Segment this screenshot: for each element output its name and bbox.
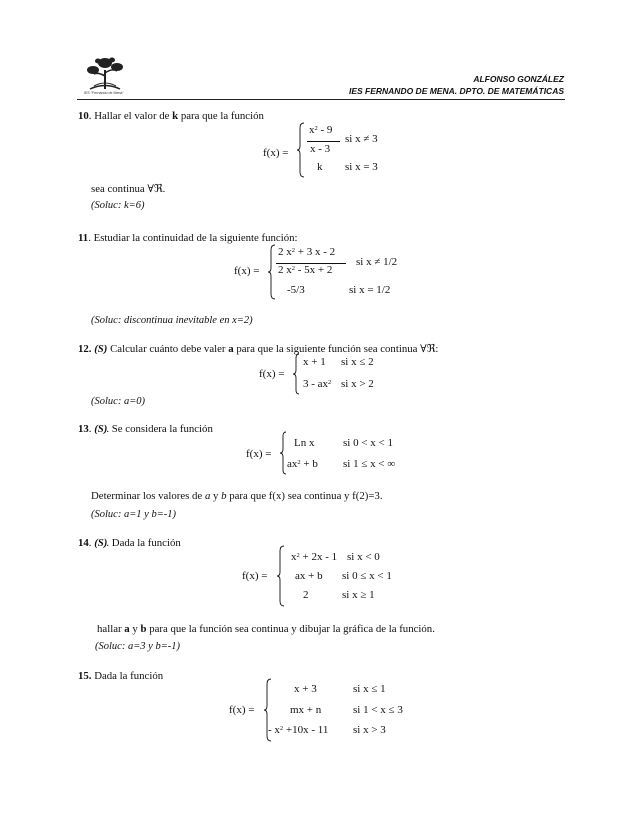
row-2: mx + n	[290, 704, 322, 716]
condition-1: si 0 < x < 1	[343, 437, 393, 449]
problem-number: 10	[78, 110, 89, 122]
condition-2: si x > 2	[341, 378, 374, 390]
function-label: f(x) =	[246, 448, 272, 460]
condition-3: si x > 3	[353, 724, 386, 736]
row-1: x + 1	[303, 356, 326, 368]
row-1: x + 3	[294, 683, 317, 695]
condition-2: si 1 ≤ x < ∞	[343, 458, 396, 470]
problem-13-solution: (Soluc: a=1 y b=-1)	[91, 509, 177, 520]
numerator: $x^2 - 9$	[309, 124, 333, 136]
condition-2: si 0 ≤ x < 1	[342, 570, 392, 582]
condition-1: si x ≤ 2	[341, 356, 374, 368]
problem-number: 11	[78, 232, 89, 244]
row-2: $ax^2 + b$	[287, 458, 318, 470]
problem-12-statement: 12. (S) Calcular cuánto debe valer a para que la siguiente función sea continua ∀ℜ:	[78, 343, 439, 355]
problem-15-statement: 15. Dada la función	[78, 670, 164, 682]
header-author: ALFONSO GONZÁLEZ	[473, 74, 564, 84]
value-2: -5/3	[287, 284, 305, 296]
left-brace	[276, 545, 286, 607]
problem-12-solution: (Soluc: a=0)	[91, 396, 146, 407]
fraction-bar	[307, 141, 340, 142]
header-school: IES FERNANDO DE MENA. DPTO. DE MATEMÁTICAS	[348, 86, 564, 96]
condition-1: si x ≠ 3	[345, 133, 378, 145]
condition-2: si x = 3	[345, 161, 378, 173]
problem-number: 12.	[78, 343, 92, 355]
condition-1: si x ≤ 1	[353, 683, 386, 695]
problem-number: 15.	[78, 670, 92, 682]
condition-1: si x < 0	[347, 551, 380, 563]
row-1: Ln x	[294, 437, 315, 449]
problem-10-solution: (Soluc: k=6)	[91, 200, 145, 211]
value-2: k	[317, 161, 323, 173]
numerator: 2 $x^2 + 3$ x - 2	[278, 246, 336, 258]
row-2: $3 - ax^2$	[303, 378, 332, 390]
condition-3: si x ≥ 1	[342, 589, 375, 601]
row-2: ax + b	[295, 570, 323, 582]
header-divider	[77, 99, 565, 100]
problem-10-after: sea continua ∀ℜ.	[91, 183, 166, 195]
row-3: - $x^2 +10x - 11$	[268, 724, 329, 736]
function-label: f(x) =	[259, 368, 285, 380]
function-label: f(x) =	[229, 704, 255, 716]
denominator: x - 3	[310, 143, 331, 155]
problem-13-task: Determinar los valores de a y b para que f(x) sea continua y f(2)=3.	[91, 490, 383, 502]
row-1: $x^2 + 2x - 1$	[291, 551, 338, 563]
function-label: f(x) =	[242, 570, 268, 582]
problem-13-statement: 13. (S). Se considera la función	[78, 423, 213, 435]
logo-caption: IES "Fernando de Mena"	[84, 91, 124, 95]
problem-number: 13	[78, 423, 89, 435]
problem-11-solution: (Soluc: discontinua inevitable en x=2)	[91, 315, 253, 326]
tree-logo-icon	[84, 56, 126, 90]
function-label: f(x) =	[234, 265, 260, 277]
problem-number: 14	[78, 537, 89, 549]
condition-2: si 1 < x ≤ 3	[353, 704, 403, 716]
left-brace	[292, 353, 301, 395]
problem-14-solution: (Soluc: a=3 y b=-1)	[95, 641, 181, 652]
condition-2: si x = 1/2	[349, 284, 391, 296]
condition-1: si x ≠ 1/2	[356, 256, 398, 268]
problem-14-task: hallar a y b para que la función sea continua y dibujar la gráfica de la función.	[97, 623, 435, 635]
problem-14-statement: 14. (S). Dada la función	[78, 537, 181, 549]
left-brace	[267, 244, 277, 300]
school-logo	[84, 56, 126, 96]
problem-10-statement: 10. Hallar el valor de k para que la función	[78, 110, 264, 122]
problem-11-statement: 11. Estudiar la continuidad de la siguiente función:	[78, 232, 298, 244]
row-3: 2	[303, 589, 309, 601]
function-label: f(x) =	[263, 147, 289, 159]
left-brace	[296, 122, 306, 178]
denominator: 2 $x^2 - 5x + 2$	[278, 264, 333, 276]
